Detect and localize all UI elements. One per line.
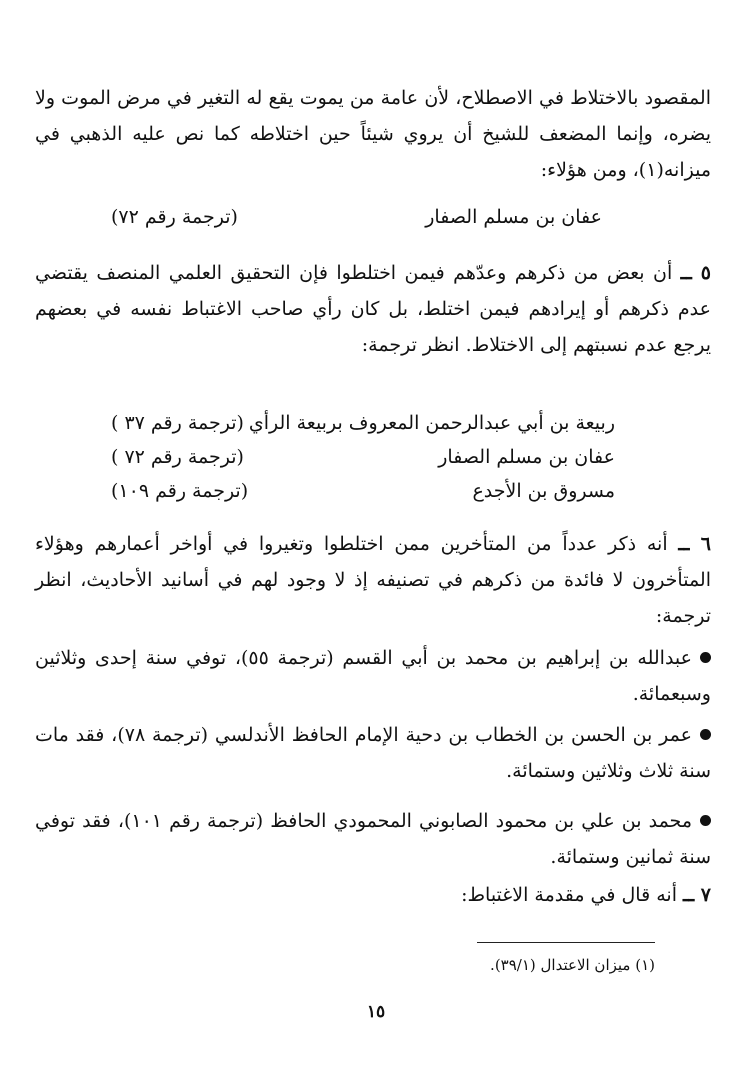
bullet-icon: [700, 652, 711, 663]
translation-ref: (ترجمة رقم ٧٢): [111, 206, 238, 228]
bullet-icon: [700, 815, 711, 826]
bullet-text: محمد بن علي بن محمود الصابوني المحمودي الحافظ (ترجمة رقم ١٠١)، فقد توفي سنة ثمانين وستمائة.: [35, 810, 711, 868]
bullet-icon: [700, 729, 711, 740]
bullet-item: [35, 717, 711, 789]
bullet-item: [35, 803, 711, 875]
page-number: ١٥: [366, 1002, 386, 1022]
translation-name: عفان بن مسلم الصفار: [438, 446, 615, 468]
translation-ref: (ترجمة رقم ٣٧ ): [111, 412, 244, 434]
translation-name: مسروق بن الأجدع: [472, 480, 615, 502]
translation-ref: (ترجمة رقم ١٠٩): [111, 480, 249, 502]
paragraph-text: أنه ذكر عدداً من المتأخرين ممن اختلطوا وتغيروا في أواخر أعمارهم وهؤلاء المتأخرون لا فائدة من ذكرهم في تصنيفه إذ لا وجود لهم في أسانيد الأحاديث، انظر ترجمة:: [35, 533, 711, 627]
paragraph-text: أنه قال في مقدمة الاغتباط:: [461, 884, 677, 906]
paragraph-7: [35, 877, 711, 913]
translation-row: [111, 406, 615, 440]
paragraph-intro: المقصود بالاختلاط في الاصطلاح، لأن عامة من يموت يقع له التغير في مرض الموت ولا يضره، وإنما المضعف للشيخ أن يروي شيئاً حين اختلاطه كما نص عليه الذهبي في ميزانه(١)، ومن هؤلاء:: [35, 87, 711, 181]
translation-name: ربيعة بن أبي عبدالرحمن المعروف بربيعة الرأي: [248, 412, 615, 434]
translation-ref: (ترجمة رقم ٧٢ ): [111, 446, 244, 468]
paragraph-number: ٦ ــ: [678, 533, 712, 555]
translation-row: [111, 200, 602, 234]
translation-row: [111, 474, 615, 508]
footnote: (١) ميزان الاعتدال (٣٩/١).: [490, 956, 655, 974]
paragraph-number: ٥ ــ: [680, 262, 711, 284]
paragraph-6: [35, 526, 711, 634]
translation-row: [111, 440, 615, 474]
translation-name: عفان بن مسلم الصفار: [425, 206, 602, 228]
footnote-divider: [477, 942, 655, 943]
paragraph-number: ٧ ــ: [683, 884, 711, 906]
bullet-text: عمر بن الحسن بن الخطاب بن دحية الإمام الحافظ الأندلسي (ترجمة ٧٨)، فقد مات سنة ثلاث وثلاثين وستمائة.: [35, 724, 711, 782]
paragraph-5: [35, 255, 711, 363]
paragraph-text: أن بعض من ذكرهم وعدّهم فيمن اختلطوا فإن التحقيق العلمي المنصف يقتضي عدم ذكرهم أو إيرادهم فيمن اختلط، بل كان رأي صاحب الاغتباط نفسه في بعضهم يرجع عدم نسبتهم إلى الاختلاط. انظر ترجمة:: [35, 262, 711, 356]
bullet-item: [35, 640, 711, 712]
bullet-text: عبدالله بن إبراهيم بن محمد بن أبي القسم (ترجمة ٥٥)، توفي سنة إحدى وثلاثين وسبعمائة.: [35, 647, 711, 705]
